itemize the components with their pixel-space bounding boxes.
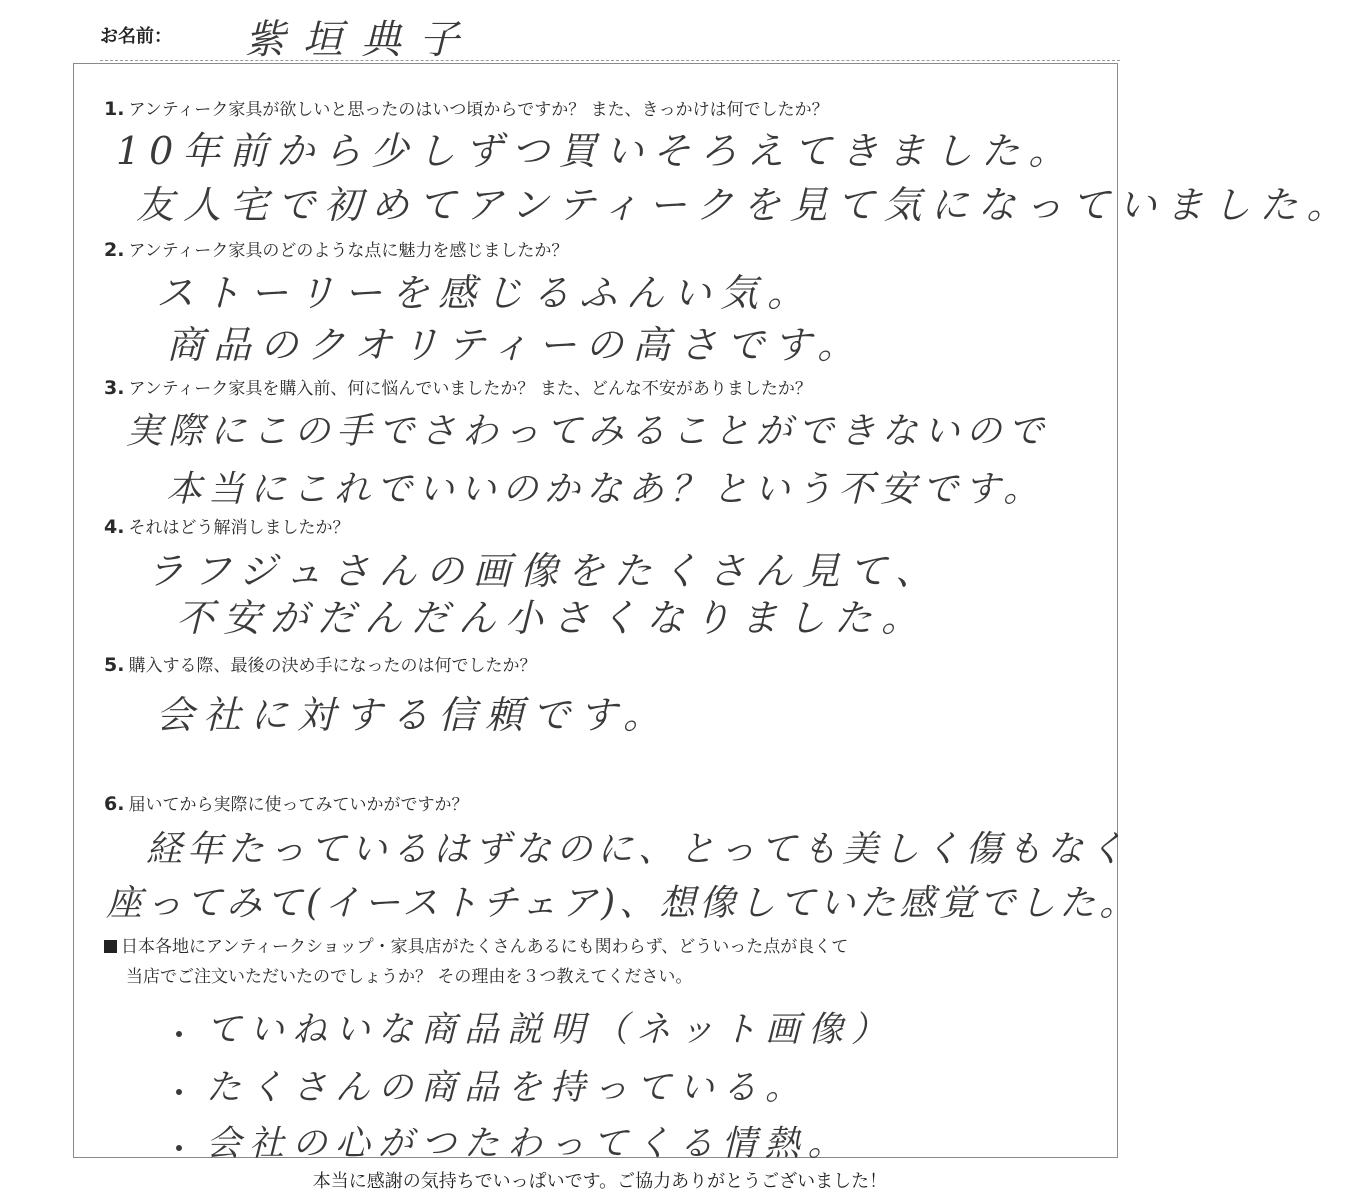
reason-2 xyxy=(176,1060,808,1110)
question-2 xyxy=(104,236,568,261)
dot-bullet-icon xyxy=(176,1145,182,1151)
name-row xyxy=(100,14,1120,63)
question-number: 1. xyxy=(104,98,125,120)
question-number: 3. xyxy=(104,377,125,399)
dot-bullet-icon xyxy=(176,1089,182,1095)
answer-3-line-2: 本当にこれでいいのかなあ？という不安です。 xyxy=(166,469,1046,510)
survey-sheet xyxy=(73,63,1353,1164)
extra-question-text: 日本各地にアンティークショップ・家具店がたくさんあるにも関わらず、どういった点が良くて xyxy=(121,937,849,957)
question-number: 6. xyxy=(104,793,125,815)
extra-question-line-1 xyxy=(104,932,848,957)
extra-question-line-2: 当店でご注文いただいたのでしょうか？ その理由を３つ教えてください。 xyxy=(126,967,693,987)
question-4 xyxy=(104,513,349,538)
question-text: アンティーク家具が欲しいと思ったのはいつ頃からですか？ また、きっかけは何でしたか？ xyxy=(128,100,829,120)
answer-4-line-2: 不安がだんだん小さくなりました。 xyxy=(176,596,929,640)
reason-text: ていねいな商品説明（ネット画像） xyxy=(206,1010,895,1050)
answer-6-line-1: 経年たっているはずなのに、とっても美しく傷もなく xyxy=(146,829,1130,870)
question-text: それはどう解消しましたか？ xyxy=(128,518,350,538)
question-text: 届いてから実際に使ってみていかがですか？ xyxy=(128,795,469,815)
dot-bullet-icon xyxy=(176,1031,182,1037)
question-text: アンティーク家具のどのような点に魅力を感じましたか？ xyxy=(128,241,569,261)
reason-text: たくさんの商品を持っている。 xyxy=(206,1068,809,1108)
name-underline xyxy=(100,60,1120,61)
reason-text: 会社の心がつたわってくる情熱。 xyxy=(206,1124,851,1164)
question-1 xyxy=(104,95,829,120)
question-number: 4. xyxy=(104,516,125,538)
answer-3-line-1: 実際にこの手でさわってみることができないので xyxy=(126,411,1050,452)
reason-3 xyxy=(176,1116,851,1166)
answer-6-line-2: 座ってみて(イーストチェア)、想像していた感覚でした。 xyxy=(106,883,1140,924)
answer-2-line-2: 商品のクオリティーの高さです。 xyxy=(166,323,865,367)
question-text: アンティーク家具を購入前、何に悩んでいましたか？ また、どんな不安がありましたか？ xyxy=(128,379,812,399)
question-3 xyxy=(104,374,812,399)
answer-1-line-2: 友人宅で初めてアンティークを見て気になっていました。 xyxy=(136,183,1353,227)
answer-5-line-1: 会社に対する信頼です。 xyxy=(156,693,670,737)
question-number: 5. xyxy=(104,654,125,676)
question-number: 2. xyxy=(104,239,125,261)
question-text: 購入する際、最後の決め手になったのは何でしたか？ xyxy=(128,656,537,676)
name-value: 紫垣典子 xyxy=(245,17,477,63)
name-label: お名前： xyxy=(100,26,172,47)
answer-4-line-1: ラフジュさんの画像をたくさん見て、 xyxy=(146,549,942,593)
question-5 xyxy=(104,651,536,676)
footer-thanks: 本当に感謝の気持ちでいっぱいです。ご協力ありがとうございました！ xyxy=(312,1171,888,1192)
square-bullet-icon xyxy=(104,940,117,953)
answer-1-line-1: 10年前から少しずつ買いそろえてきました。 xyxy=(116,129,1076,173)
answer-2-line-1: ストーリーを感じるふんい気。 xyxy=(156,271,815,315)
question-6 xyxy=(104,790,468,815)
reason-1 xyxy=(176,1002,894,1052)
